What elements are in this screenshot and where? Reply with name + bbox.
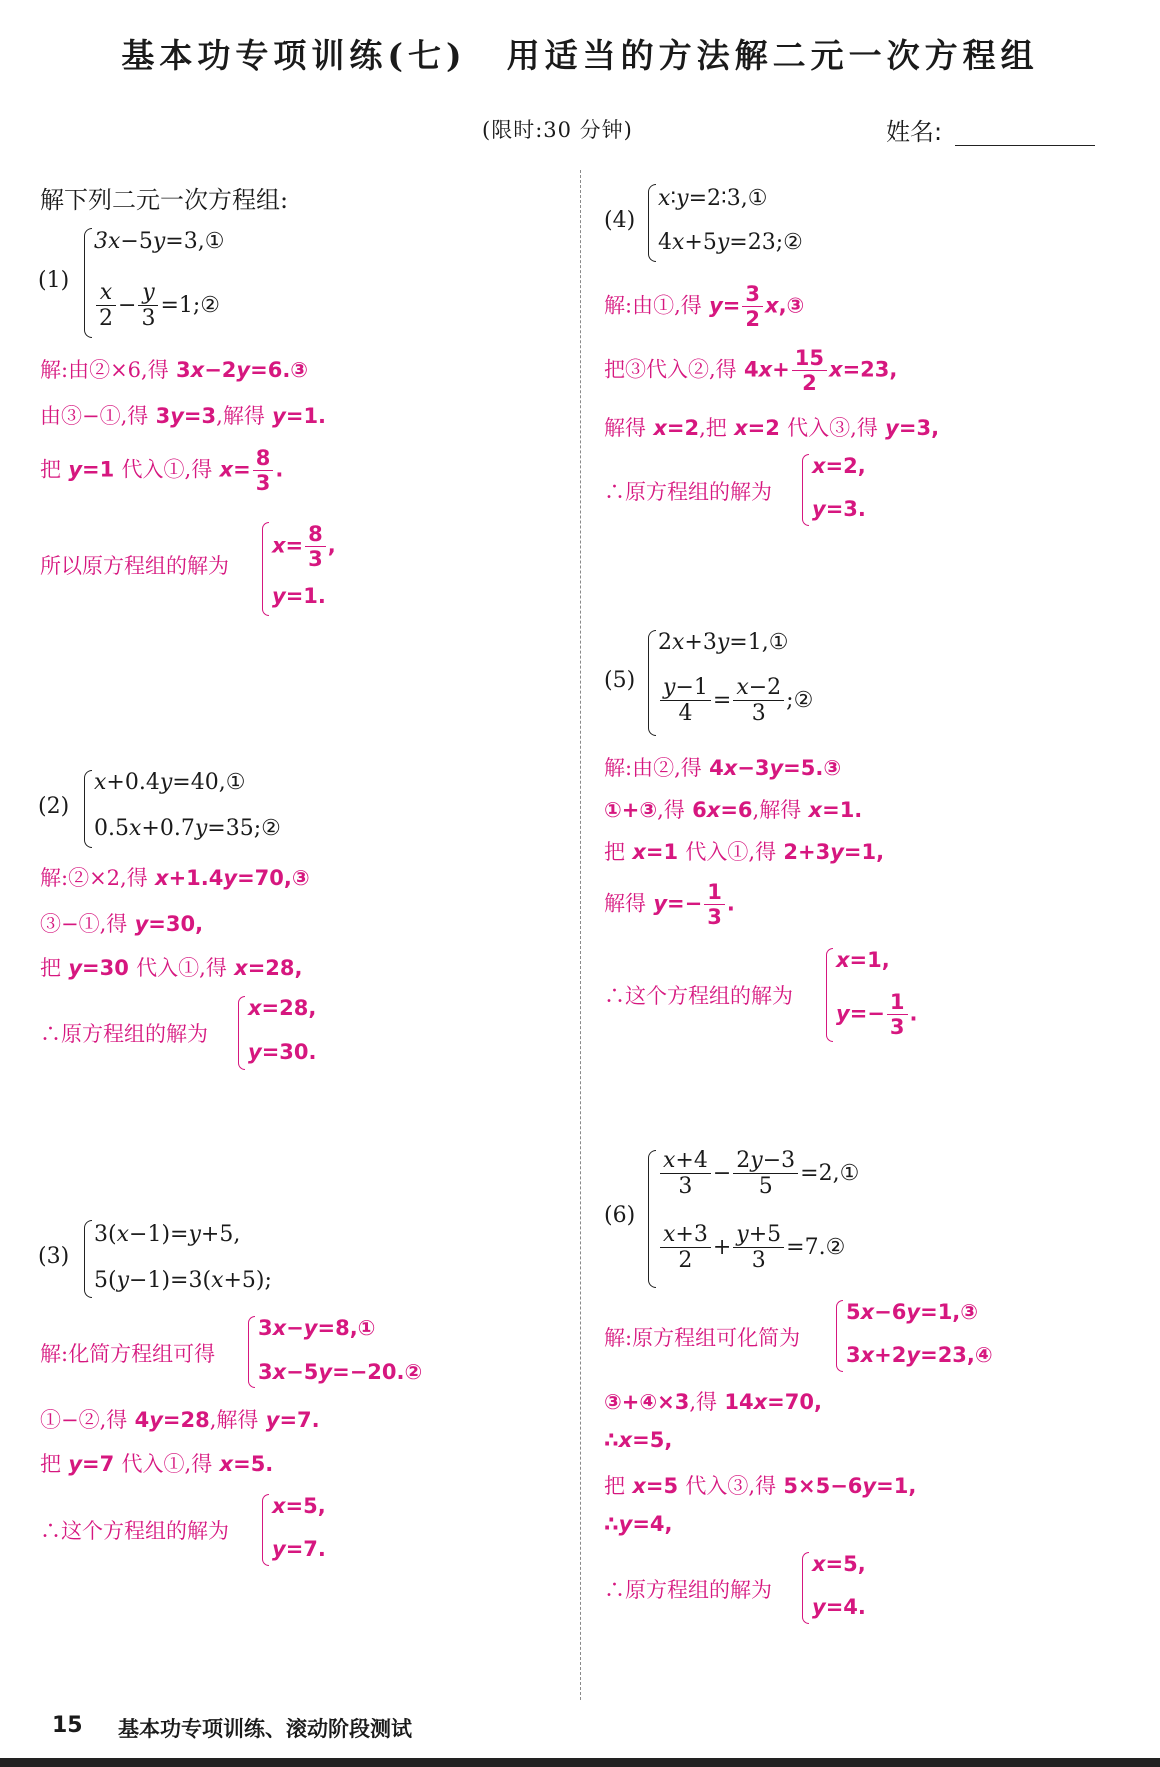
title-right: 用适当的方法解二元一次方程组 — [506, 36, 1039, 75]
answer-x: x=5, — [272, 1494, 326, 1518]
answer-y: y=30. — [248, 1040, 317, 1064]
solution-step: ∴x=5, — [604, 1428, 673, 1452]
simplified-eq-2: 3x+2y=23,④ — [846, 1343, 993, 1367]
answer-brace — [238, 996, 245, 1070]
answer-brace — [836, 1300, 843, 1372]
solution-step: 把③代入②,得 4x+ $\frac{15}{2}$ x=23, — [604, 346, 898, 396]
equation-1: $\frac{x+4}{3}$ − $\frac{2y-3}{5}$ =2,① — [658, 1148, 859, 1200]
title-left: 基本功专项训练(七) — [121, 36, 467, 75]
solution-step: 把 x=1 代入①,得 2+3y=1, — [604, 840, 885, 864]
equation-1: 2x+3y=1,① — [658, 630, 789, 655]
solution-step: ∴y=4, — [604, 1512, 673, 1536]
equation-2: $\frac{y-1}{4}$ = $\frac{x-2}{3}$ ;② — [658, 675, 813, 727]
solution-step: ①+③,得 6x=6,解得 x=1. — [604, 798, 863, 822]
answer-brace — [262, 1494, 269, 1566]
bottom-bar — [0, 1758, 1160, 1767]
solution-conclusion: ∴原方程组的解为 — [604, 480, 772, 504]
answer-brace — [802, 1552, 809, 1624]
name-field-line[interactable] — [955, 145, 1095, 146]
solution-conclusion: ∴原方程组的解为 — [604, 1578, 772, 1602]
solution-step: 把 y=7 代入①,得 x=5. — [40, 1452, 274, 1476]
answer-x: x=2, — [812, 454, 866, 478]
solution-conclusion: ∴这个方程组的解为 — [604, 984, 793, 1008]
solution-step: 解得 x=2,把 x=2 代入③,得 y=3, — [604, 416, 940, 440]
instructions: 解下列二元一次方程组: — [40, 186, 289, 214]
answer-x: x=1, — [836, 948, 890, 972]
problem-label: (6) — [604, 1203, 636, 1228]
page-number: 15 — [52, 1713, 83, 1738]
problem-label: (4) — [604, 208, 636, 233]
system-brace — [648, 630, 656, 736]
answer-brace — [262, 522, 269, 616]
answer-x: x=28, — [248, 996, 317, 1020]
equation-2: 5(y−1)=3(x+5); — [94, 1268, 272, 1293]
equation-2: $\frac{x}{2}$ − $\frac{y}{3}$ =1;② — [94, 280, 220, 332]
system-brace — [84, 1220, 92, 1298]
problem-label: (2) — [38, 794, 70, 819]
solution-conclusion: ∴原方程组的解为 — [40, 1022, 208, 1046]
answer-brace — [802, 454, 809, 526]
solution-step: 解得 y=− $\frac{1}{3}$ . — [604, 880, 735, 930]
solution-step: 把 y=1 代入①,得 x= $\frac{8}{3}$ . — [40, 446, 284, 496]
system-brace — [84, 228, 92, 338]
answer-y: y=− $\frac{1}{3}$ . — [836, 990, 918, 1040]
problem-label: (5) — [604, 668, 636, 693]
solution-conclusion: 所以原方程组的解为 — [40, 554, 229, 578]
solution-step: 把 y=30 代入①,得 x=28, — [40, 956, 303, 980]
answer-y: y=1. — [272, 584, 326, 608]
solution-step: 解:由①,得 y= $\frac{3}{2}$ x,③ — [604, 282, 805, 332]
simplified-eq-2: 3x−5y=−20.② — [258, 1360, 423, 1384]
problem-label: (1) — [38, 268, 70, 293]
system-brace — [648, 1150, 656, 1288]
solution-step: ③−①,得 y=30, — [40, 912, 204, 936]
equation-1: 3(x−1)=y+5, — [94, 1222, 241, 1247]
system-brace — [84, 770, 92, 848]
solution-step: 解:化简方程组可得 — [40, 1342, 216, 1366]
solution-step: ①−②,得 4y=28,解得 y=7. — [40, 1408, 320, 1432]
equation-1: x∶y=2∶3,① — [658, 186, 768, 211]
solution-step: ③+④×3,得 14x=70, — [604, 1390, 822, 1414]
time-limit: (限时:30 分钟) — [482, 118, 633, 142]
solution-step: 解:由②,得 4x−3y=5.③ — [604, 756, 842, 780]
answer-y: y=3. — [812, 497, 866, 521]
footer-title: 基本功专项训练、滚动阶段测试 — [118, 1717, 412, 1741]
solution-step: 解:②×2,得 x+1.4y=70,③ — [40, 866, 310, 890]
equation-2: 0.5x+0.7y=35;② — [94, 816, 281, 841]
system-brace — [648, 184, 656, 262]
name-label: 姓名: — [886, 118, 943, 146]
answer-y: y=4. — [812, 1595, 866, 1619]
solution-conclusion: ∴这个方程组的解为 — [40, 1519, 229, 1543]
answer-x: x=5, — [812, 1552, 866, 1576]
equation-1: 3x−5y=3,① — [94, 229, 225, 254]
simplified-eq-1: 3x−y=8,① — [258, 1316, 376, 1340]
answer-brace — [248, 1316, 255, 1388]
equation-2: 4x+5y=23;② — [658, 230, 803, 255]
solution-step: 解:原方程组可化简为 — [604, 1326, 801, 1350]
simplified-eq-1: 5x−6y=1,③ — [846, 1300, 979, 1324]
equation-2: $\frac{x+3}{2}$ + $\frac{y+5}{3}$ =7.② — [658, 1222, 845, 1274]
page-title — [0, 30, 1160, 77]
solution-step: 把 x=5 代入③,得 5×5−6y=1, — [604, 1474, 917, 1498]
answer-y: y=7. — [272, 1537, 326, 1561]
answer-brace — [826, 948, 833, 1042]
equation-1: x+0.4y=40,① — [94, 770, 246, 795]
problem-label: (3) — [38, 1244, 70, 1269]
solution-step: 解:由②×6,得 3x−2y=6.③ — [40, 358, 309, 382]
solution-step: 由③−①,得 3y=3,解得 y=1. — [40, 404, 327, 428]
answer-x: x= $\frac{8}{3}$ , — [272, 522, 336, 572]
column-divider — [580, 170, 581, 1700]
